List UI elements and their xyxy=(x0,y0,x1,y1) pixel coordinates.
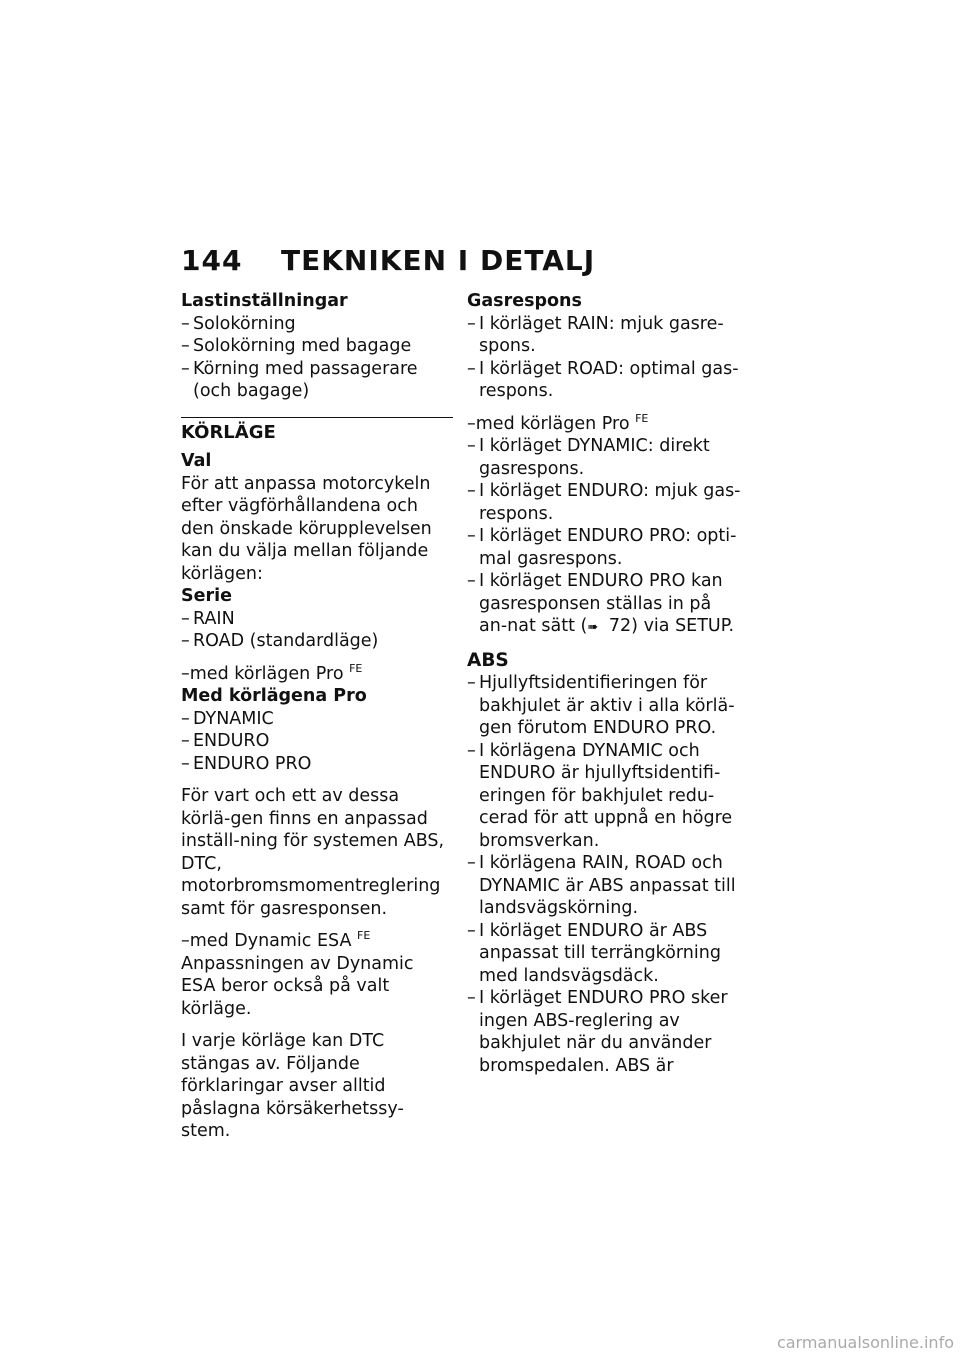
pro-condition-sup: FE xyxy=(349,661,363,675)
abs-list xyxy=(467,672,742,1077)
gas-title: Gasrespons xyxy=(467,291,582,311)
list-item: – I körläget ENDURO PRO sker ingen ABS-reglering av bakhjulet när du använder bromspedalen. ABS är xyxy=(467,987,742,1077)
pro-condition: –med körlägen Pro $^{FE}$ xyxy=(181,661,363,684)
list-item: – Hjullyftsidentifieringen för bakhjulet är aktiv i alla körlä-gen förutom ENDURO PRO. xyxy=(467,672,742,740)
list-item: – DYNAMIC xyxy=(181,708,453,731)
list-item: – Körning med passagerare (och bagage) xyxy=(181,358,453,403)
abs-title: ABS xyxy=(467,649,509,671)
dtc-text: I varje körläge kan DTC stängas av. Följande förklaringar avser alltid påslagna körsäkerhetssy-stem. xyxy=(181,1031,404,1141)
pro-list xyxy=(181,708,453,776)
section-title: KÖRLÄGE xyxy=(181,421,276,443)
pro-condition: –med körlägen Pro $^{FE}$ xyxy=(467,411,649,434)
page-number: 144 xyxy=(181,244,243,277)
pro-title: Med körlägena Pro xyxy=(181,686,367,706)
list-item: – ENDURO xyxy=(181,730,453,753)
mode-paragraph: För vart och ett av dessa körlä-gen finns en anpassad inställ-ning för systemen ABS, DTC, motorbromsmomentreglering samt för gasresponsen. xyxy=(181,786,445,919)
esa-condition-sup: FE xyxy=(357,929,371,943)
load-settings-list xyxy=(181,313,453,403)
list-item: – I körlägena DYNAMIC och ENDURO är hjullyftsidentifi-eringen för bakhjulet redu-cerad för att uppnå en högre bromsverkan. xyxy=(467,740,742,853)
load-settings-title: Lastinställningar xyxy=(181,291,348,311)
page-header xyxy=(181,244,595,277)
page-title: TEKNIKEN I DETALJ xyxy=(281,244,596,277)
list-item: – RAIN xyxy=(181,608,453,631)
list-item: – ENDURO PRO xyxy=(181,753,453,776)
left-column xyxy=(181,290,453,1143)
serie-title: Serie xyxy=(181,586,232,606)
pro-gas-list xyxy=(467,435,742,640)
setup-text: I körläget ENDURO PRO kan gasresponsen ställas in på an-nat sätt xyxy=(479,571,723,636)
val-text: För att anpassa motorcykeln efter vägförhållandena och den önskade körupplevelsen kan du välja mellan följande körlägen: xyxy=(181,473,432,584)
page-reference-arrow-icon: ➠ xyxy=(587,620,599,635)
list-item: – I körläget RAIN: mjuk gasre-spons. xyxy=(467,313,742,358)
list-item: – ROAD (standardläge) xyxy=(181,630,453,653)
serie-list xyxy=(181,608,453,653)
pro-condition-text: med körlägen Pro xyxy=(189,663,344,684)
gas-list xyxy=(467,313,742,403)
setup-page-ref: 72) via SETUP. xyxy=(608,616,735,636)
list-item: – I körläget ENDURO: mjuk gas-respons. xyxy=(467,480,742,525)
section-divider xyxy=(181,417,453,418)
list-item: – I körläget ROAD: optimal gas-respons. xyxy=(467,358,742,403)
list-item: – I körläget ENDURO är ABS anpassat till terrängkörning med landsvägsdäck. xyxy=(467,920,742,988)
esa-text: Anpassningen av Dynamic ESA beror också på valt körläge. xyxy=(181,953,414,1019)
list-item: – I körlägena RAIN, ROAD och DYNAMIC är ABS anpassat till landsvägskörning. xyxy=(467,852,742,920)
watermark: carmanualsonline.info xyxy=(776,1333,954,1352)
list-item: – Solokörning xyxy=(181,313,453,336)
pro-condition-text: med körlägen Pro xyxy=(475,413,630,434)
list-item: – I körläget DYNAMIC: direkt gasrespons. xyxy=(467,435,742,480)
esa-condition-text: med Dynamic ESA xyxy=(189,931,352,951)
list-item: – I körläget ENDURO PRO: opti-mal gasrespons. xyxy=(467,525,742,570)
list-item: – Solokörning med bagage xyxy=(181,335,453,358)
val-title: Val xyxy=(181,451,212,471)
pro-condition-sup: FE xyxy=(635,411,649,425)
list-item: – I körläget ENDURO PRO kan gasresponsen ställas in på an-nat sätt (➠ 72) via SETUP. xyxy=(467,570,742,640)
right-column xyxy=(467,290,742,1077)
esa-condition: –med Dynamic ESA $^{FE}$ xyxy=(181,929,371,951)
